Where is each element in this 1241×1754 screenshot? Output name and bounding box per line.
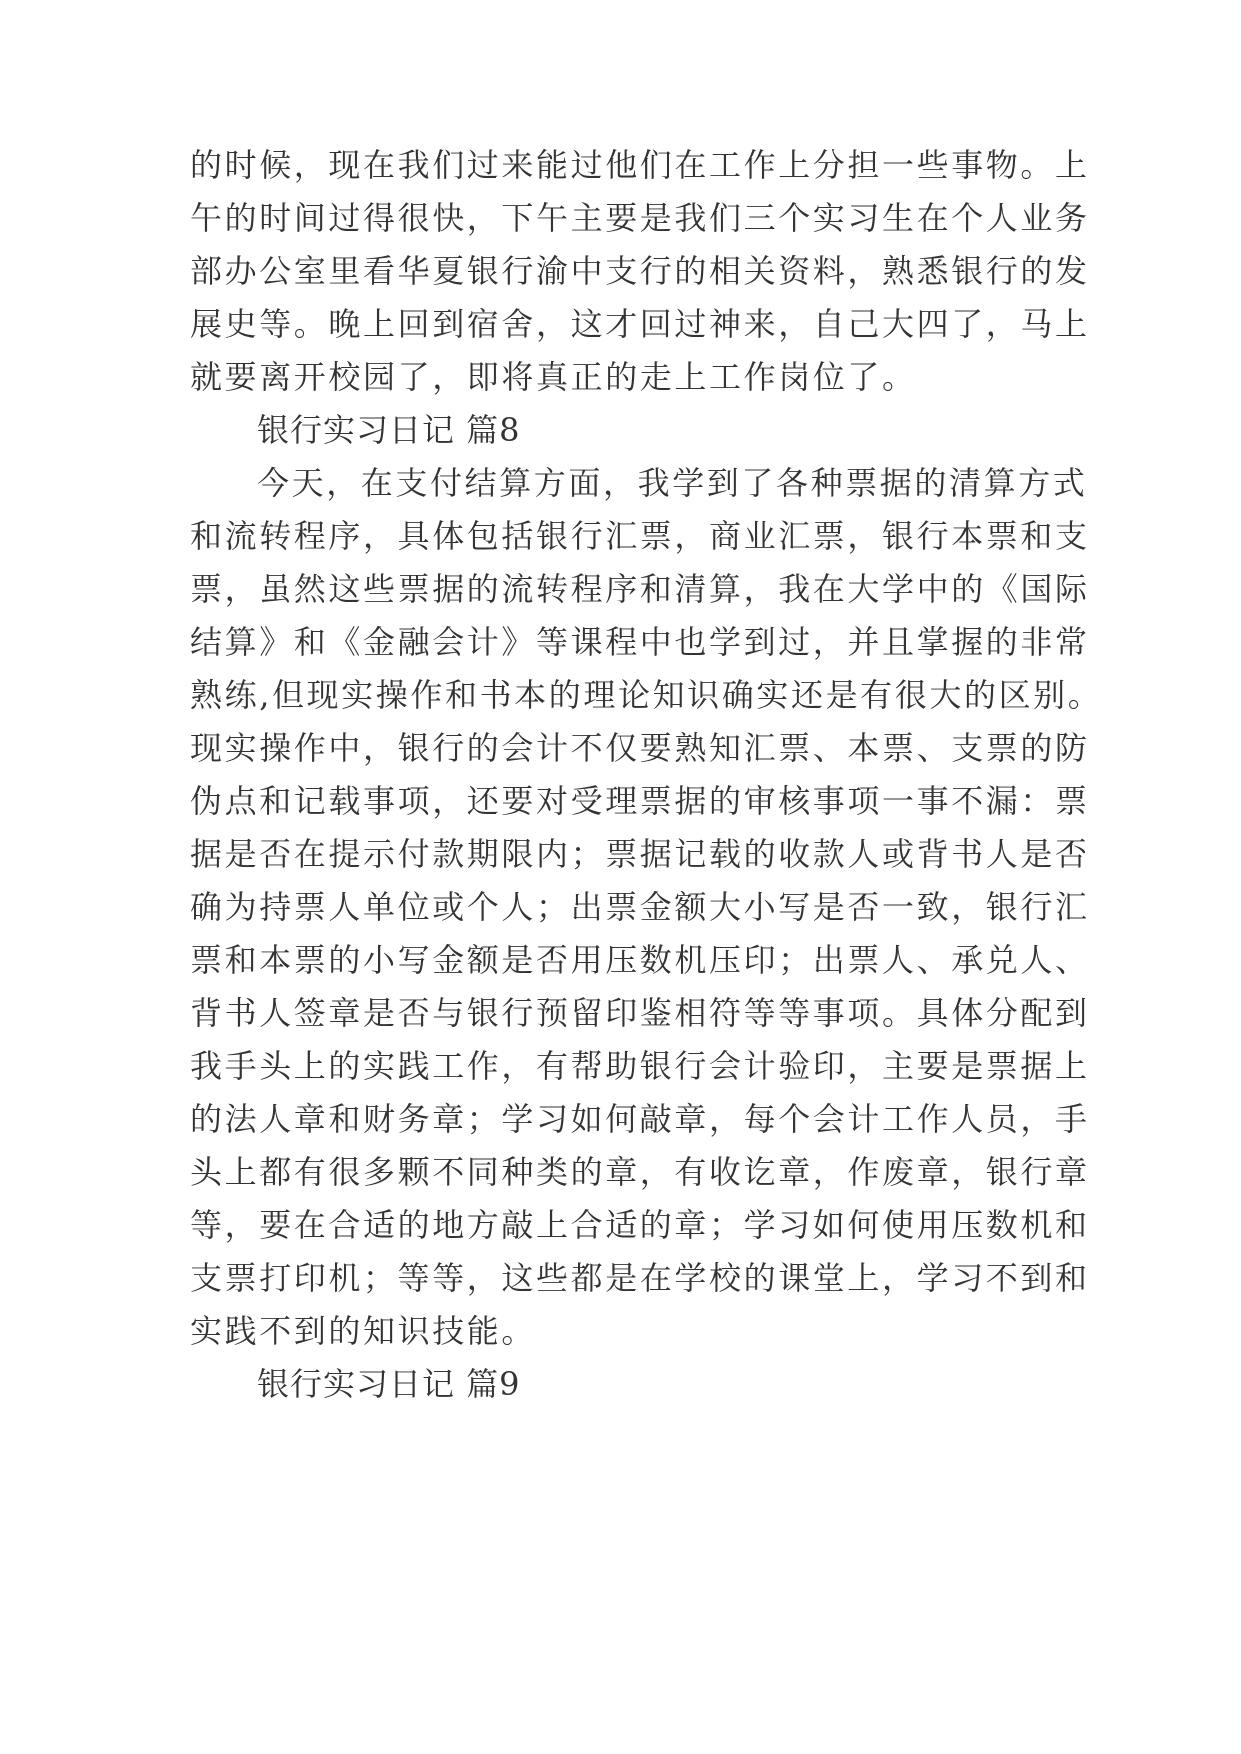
paragraph-line: 熟练,但现实操作和书本的理论知识确实还是有很大的区别。 xyxy=(190,676,1103,714)
paragraph-line: 部办公室里看华夏银行渝中支行的相关资料，熟悉银行的发 xyxy=(190,252,1090,290)
paragraph-line: 票，虽然这些票据的流转程序和清算，我在大学中的《国际 xyxy=(190,570,1090,608)
paragraph-line: 午的时间过得很快，下午主要是我们三个实习生在个人业务 xyxy=(190,199,1090,237)
paragraph-line: 今天，在支付结算方面，我学到了各种票据的清算方式 xyxy=(257,464,1088,502)
paragraph-line: 确为持票人单位或个人；出票金额大小写是否一致，银行汇 xyxy=(190,888,1090,926)
paragraph-line: 票和本票的小写金额是否用压数机压印；出票人、承兑人、 xyxy=(190,941,1090,979)
paragraph-line: 展史等。晚上回到宿舍，这才回过神来，自己大四了，马上 xyxy=(190,305,1090,343)
paragraph-line: 的法人章和财务章；学习如何敲章，每个会计工作人员，手 xyxy=(190,1100,1090,1138)
paragraph-line: 我手头上的实践工作，有帮助银行会计验印，主要是票据上 xyxy=(190,1047,1090,1085)
paragraph-line: 支票打印机；等等，这些都是在学校的课堂上，学习不到和 xyxy=(190,1259,1090,1297)
paragraph-line: 头上都有很多颗不同种类的章，有收讫章，作废章，银行章 xyxy=(190,1153,1090,1191)
paragraph-line: 的时候，现在我们过来能过他们在工作上分担一些事物。上 xyxy=(190,146,1090,184)
section-heading: 银行实习日记 篇8 xyxy=(257,411,521,449)
section-heading: 银行实习日记 篇9 xyxy=(257,1365,521,1403)
paragraph-line: 和流转程序，具体包括银行汇票，商业汇票，银行本票和支 xyxy=(190,517,1090,555)
paragraph-line: 就要离开校园了，即将真正的走上工作岗位了。 xyxy=(190,358,917,396)
paragraph-line: 结算》和《金融会计》等课程中也学到过，并且掌握的非常 xyxy=(190,623,1090,661)
paragraph-line: 伪点和记载事项，还要对受理票据的审核事项一事不漏：票 xyxy=(190,782,1090,820)
paragraph-line: 背书人签章是否与银行预留印鉴相符等等事项。具体分配到 xyxy=(190,994,1090,1032)
paragraph-line: 现实操作中，银行的会计不仅要熟知汇票、本票、支票的防 xyxy=(190,729,1090,767)
paragraph-line: 等，要在合适的地方敲上合适的章；学习如何使用压数机和 xyxy=(190,1206,1090,1244)
paragraph-line: 实践不到的知识技能。 xyxy=(190,1312,537,1350)
paragraph-line: 据是否在提示付款期限内；票据记载的收款人或背书人是否 xyxy=(190,835,1090,873)
